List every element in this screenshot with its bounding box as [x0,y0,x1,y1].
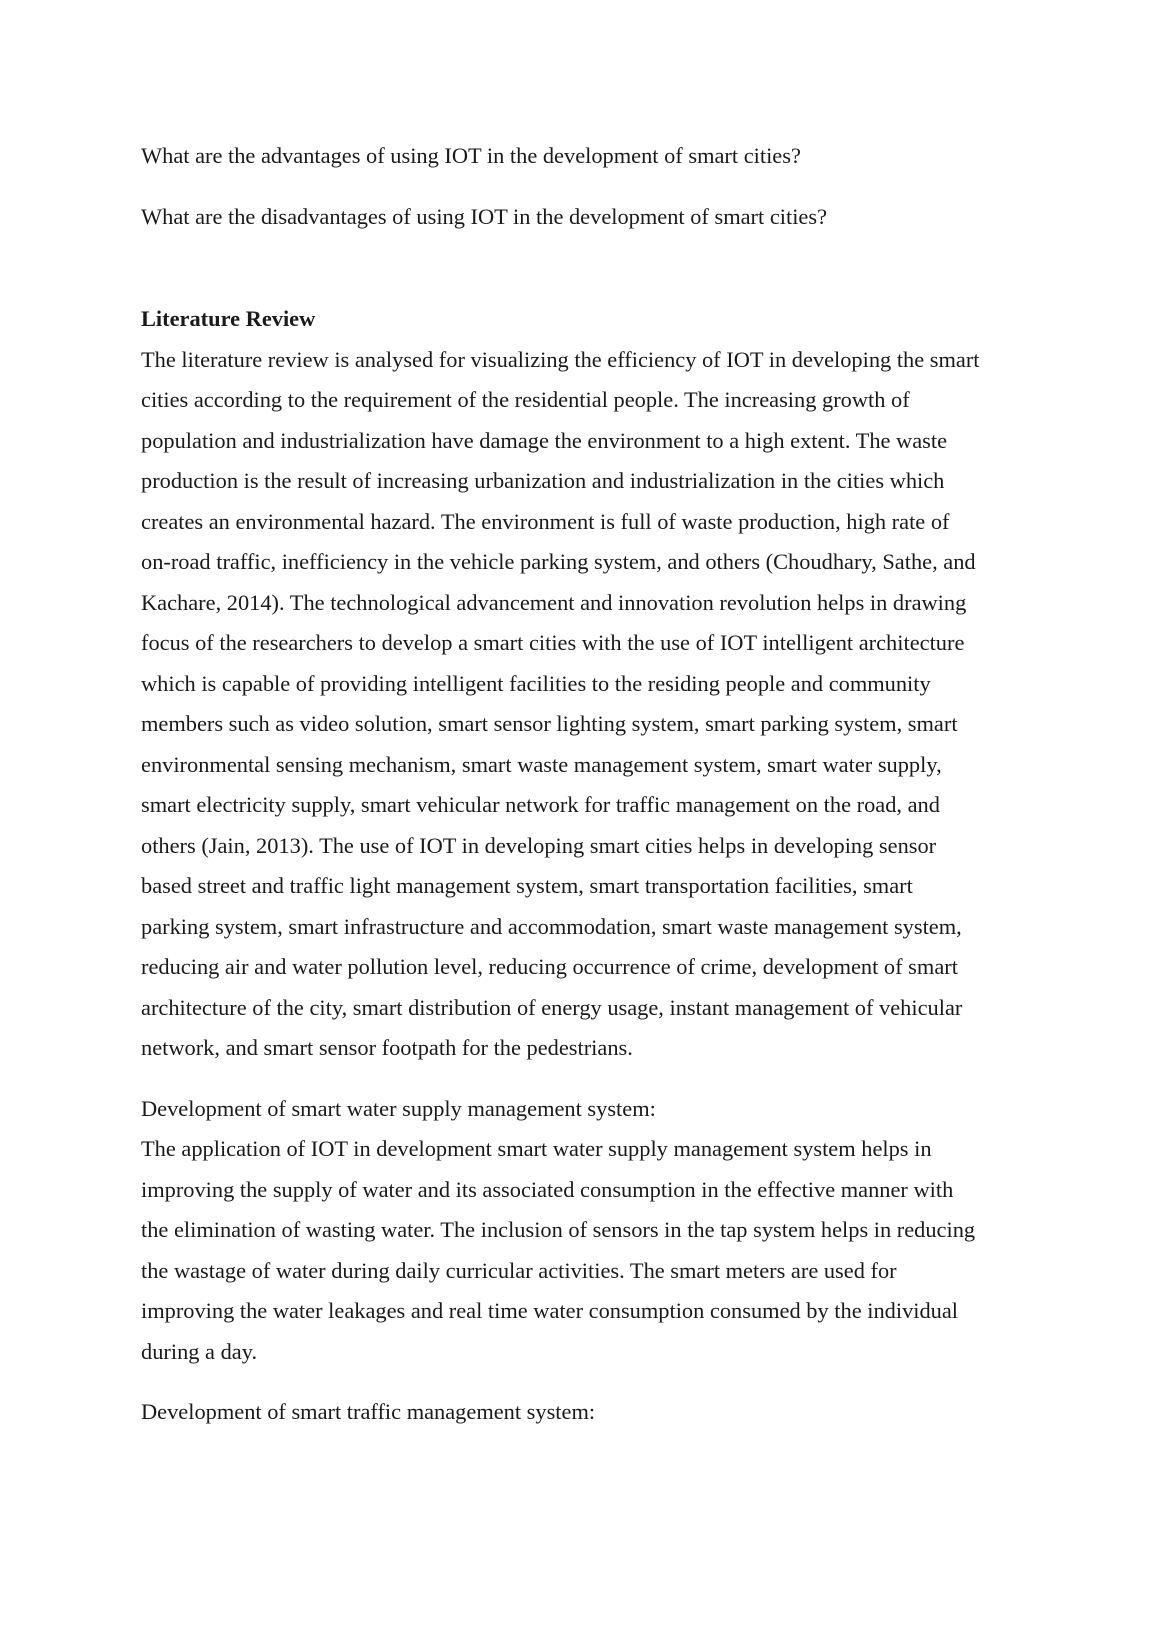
paragraph-line: architecture of the city, smart distribution of energy usage, instant management of vehicular [141,994,963,1020]
paragraph-line: Kachare, 2014). The technological advancement and innovation revolution helps in drawing [141,589,967,615]
paragraph-line: reducing air and water pollution level, reducing occurrence of crime, development of smart [141,954,958,979]
paragraph-line: based street and traffic light management system, smart transportation facilities, smart [141,873,913,898]
paragraph-line: parking system, smart infrastructure and accommodation, smart waste management system, [141,913,962,939]
paragraph-line: the elimination of wasting water. The inclusion of sensors in the tap system helps in reducing [141,1217,976,1242]
paragraph-line: which is capable of providing intelligent facilities to the residing people and community [141,670,931,696]
paragraph-line: others (Jain, 2013). The use of IOT in developing smart cities helps in developing sensor [141,832,937,858]
paragraph-line: focus of the researchers to develop a smart cities with the use of IOT intelligent architecture [141,630,965,655]
paragraph-line: The application of IOT in development smart water supply management system helps in [141,1136,932,1161]
traffic-management-subheading: Development of smart traffic management system: [141,1399,596,1424]
paragraph-line: on-road traffic, inefficiency in the vehicle parking system, and others (Choudhary, Sathe, and [141,549,976,574]
paragraph-line: cities according to the requirement of the residential people. The increasing growth of [141,387,910,412]
paragraph-line: population and industrialization have damage the environment to a high extent. The waste [141,427,948,453]
paragraph-line: during a day. [141,1338,258,1364]
paragraph-line: creates an environmental hazard. The environment is full of waste production, high rate of [141,508,950,534]
paragraph-line: improving the supply of water and its associated consumption in the effective manner with [141,1176,954,1202]
research-question-advantages: What are the advantages of using IOT in the development of smart cities? [141,143,801,168]
paragraph-line: environmental sensing mechanism, smart waste management system, smart water supply, [141,751,942,777]
paragraph-line: production is the result of increasing urbanization and industrialization in the cities which [141,468,945,493]
research-question-disadvantages: What are the disadvantages of using IOT in the development of smart cities? [141,203,828,229]
water-supply-subheading: Development of smart water supply management system: [141,1095,656,1121]
paragraph-line: The literature review is analysed for visualizing the efficiency of IOT in developing the smart [141,346,980,372]
literature-review-heading: Literature Review [141,306,316,331]
paragraph-line: improving the water leakages and real time water consumption consumed by the individual [141,1298,959,1323]
water-supply-paragraph [141,1129,1041,1372]
paragraph-line: network, and smart sensor footpath for the pedestrians. [141,1035,633,1060]
paragraph-line: smart electricity supply, smart vehicular network for traffic management on the road, and [141,792,940,817]
literature-review-paragraph [141,340,1041,1069]
paragraph-line: the wastage of water during daily curricular activities. The smart meters are used for [141,1257,897,1283]
document-content [141,136,1041,1433]
paragraph-line: members such as video solution, smart sensor lighting system, smart parking system, smart [141,711,958,736]
